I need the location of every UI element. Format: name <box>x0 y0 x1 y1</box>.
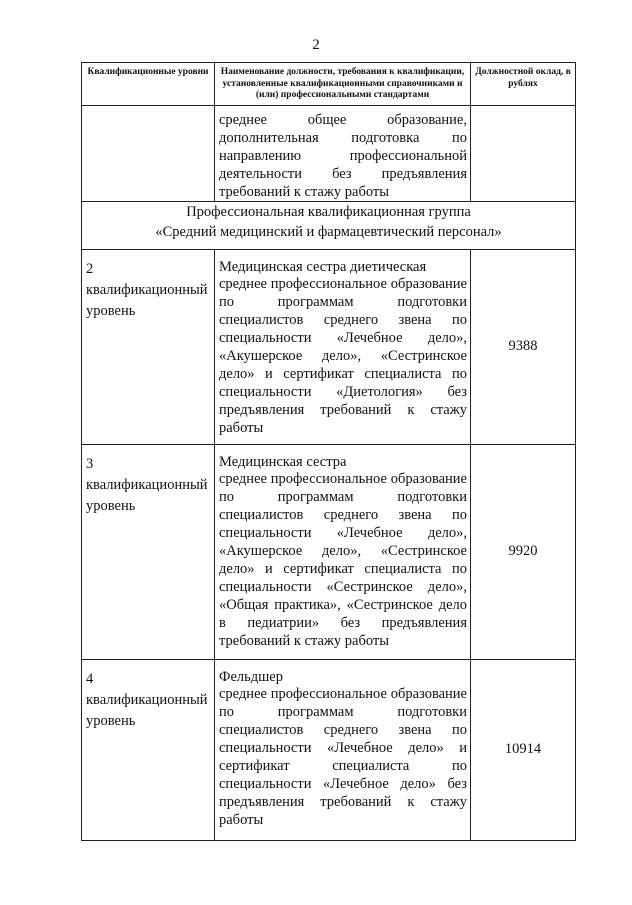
cell-description <box>215 444 471 659</box>
cell-level: 4 квалификационный уровень <box>82 659 215 840</box>
group-title-line2: «Средний медицинский и фармацевтический персонал» <box>155 223 502 240</box>
group-title <box>82 201 576 249</box>
position-title: Фельдшер <box>219 668 283 685</box>
requirements-text: среднее профессиональное образование по программам подготовки специалистов среднего звена по специальности «Лечебное дело», «Акушерское дело», «Сестринское дело» и сертификат специалиста по специальности «Сестринское дело», «Общая практика», «Сестринское дело в педиатрии» без предъявления требований к стажу работы <box>219 471 467 649</box>
table-header-row <box>82 63 576 106</box>
cell-salary: 10914 <box>471 659 576 840</box>
cell-salary: 9920 <box>471 444 576 659</box>
salary-table <box>81 62 576 841</box>
table-row <box>82 249 576 444</box>
cell-description <box>215 249 471 444</box>
table-row-continued <box>82 105 576 201</box>
requirements-text: среднее профессиональное образование по программам подготовки специалистов среднего звена по специальности «Лечебное дело», «Акушерское дело», «Сестринское дело» и сертификат специалиста по специальности «Диетология» без предъявления требований к стажу работы <box>219 276 467 436</box>
page-number: 2 <box>312 37 320 53</box>
position-title: Медицинская сестра <box>219 453 347 470</box>
group-row <box>82 201 576 249</box>
table-row <box>82 659 576 840</box>
cell-level: 3 квалификационный уровень <box>82 444 215 659</box>
cell-salary: 9388 <box>471 249 576 444</box>
requirements-text: среднее профессиональное образование по программам подготовки специалистов среднего звена по специальности «Лечебное дело» и сертификат специалиста по специальности «Лечебное дело» без предъявления требований к стажу работы <box>219 686 467 828</box>
cell-empty <box>471 105 576 201</box>
table-row <box>82 444 576 659</box>
header-level: Квалификационные уровни <box>82 63 215 106</box>
header-position: Наименование должности, требования к квалификации, установленные квалификационными справочниками и (или) профессиональными стандартами <box>215 63 471 106</box>
position-title: Медицинская сестра диетическая <box>219 258 427 275</box>
cell-description <box>215 659 471 840</box>
cell-empty <box>82 105 215 201</box>
header-salary: Должностной оклад, в рублях <box>471 63 576 106</box>
cell-continued-text: среднее общее образование, дополнительная подготовка по направлению профессиональной деятельности без предъявления требований к стажу работы <box>215 105 471 201</box>
group-title-line1: Профессиональная квалификационная группа <box>186 203 471 220</box>
cell-level: 2 квалификационный уровень <box>82 249 215 444</box>
